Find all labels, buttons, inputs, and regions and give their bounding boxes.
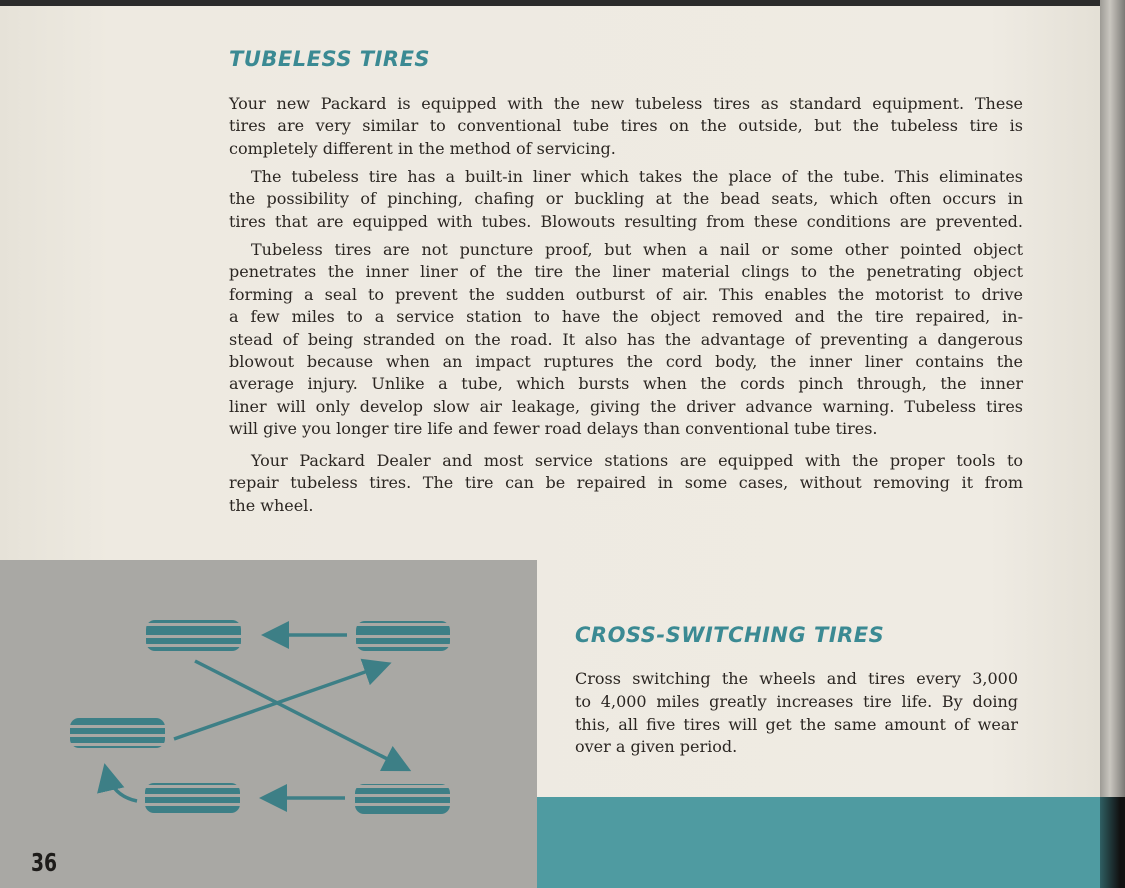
text-line: liner will only develop slow air leakage, giving the driver advance warning. Tubeless tires: [229, 396, 1023, 416]
text-line: average injury. Unlike a tube, which bursts when the cords pinch through, the inner: [229, 374, 1023, 394]
cross-switching-paragraph: [575, 668, 1018, 759]
text-line: the possibility of pinching, chafing or buckling at the bead seats, which often occurs in: [229, 189, 1023, 209]
arrow-rear-left-to-spare: [106, 770, 137, 801]
page-number: 36: [31, 848, 58, 877]
text-line: Cross switching the wheels and tires every 3,000: [575, 669, 1018, 688]
text-line: to 4,000 miles greatly increases tire life. By doing: [575, 691, 1018, 711]
text-line: tires that are equipped with tubes. Blowouts resulting from these conditions are prevented.: [229, 211, 1023, 231]
arrow-spare-to-front-right: [174, 665, 385, 739]
text-line: The tubeless tire has a built-in liner which takes the place of the tube. This eliminates: [251, 167, 1023, 186]
text-line: completely different in the method of servicing.: [229, 138, 616, 158]
text-line: a few miles to a service station to have the object removed and the tire repaired, in-: [229, 307, 1023, 327]
text-line: blowout because when an impact ruptures the cord body, the inner liner contains the: [229, 352, 1023, 372]
text-line: Your new Packard is equipped with the new tubeless tires as standard equipment. These: [229, 94, 1023, 113]
arrow-front-left-to-rear-right: [195, 661, 405, 768]
tire-rear-right: [355, 784, 450, 814]
tire-spare: [70, 718, 165, 748]
text-line: this, all five tires will get the same amount of wear: [575, 714, 1018, 734]
tire-rear-left: [145, 783, 240, 813]
text-line: tires are very similar to conventional tube tires on the outside, but the tubeless tire is: [229, 116, 1023, 136]
text-line: the wheel.: [229, 495, 314, 515]
book-spine: [1100, 0, 1125, 888]
text-line: stead of being stranded on the road. It also has the advantage of preventing a dangerous: [229, 329, 1023, 349]
tire-front-left: [146, 620, 241, 651]
text-line: repair tubeless tires. The tire can be repaired in some cases, without removing it from: [229, 473, 1023, 493]
cross-switching-heading: CROSS-SWITCHING TIRES: [575, 623, 885, 647]
tire-rotation-diagram: [0, 0, 540, 888]
tubeless-tires-heading: TUBELESS TIRES: [229, 47, 431, 71]
text-line: forming a seal to prevent the sudden outburst of air. This enables the motorist to drive: [229, 284, 1023, 304]
teal-band: [537, 797, 1100, 888]
text-line: over a given period.: [575, 737, 738, 757]
tire-front-right: [356, 621, 450, 651]
text-line: Tubeless tires are not puncture proof, but when a nail or some other pointed object: [251, 240, 1023, 259]
book-spine-shadow: [1100, 797, 1125, 888]
text-line: will give you longer tire life and fewer road delays than conventional tube tires.: [229, 419, 878, 439]
text-line: penetrates the inner liner of the tire the liner material clings to the penetrating object: [229, 262, 1023, 282]
text-line: Your Packard Dealer and most service stations are equipped with the proper tools to: [251, 451, 1023, 470]
